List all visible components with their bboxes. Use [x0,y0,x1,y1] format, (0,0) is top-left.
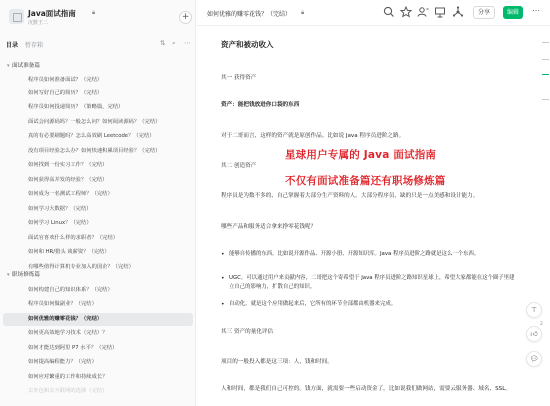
bullet-item: • 自动化，就是这个应用做起来后，它所有的环节全部都由机器来完成。 [229,300,519,309]
doc-heading: 资产和被动收入 [221,40,274,49]
paragraph: 哪些产品和服务适合拿来挣零花钱呢？ [221,224,317,230]
book-author[interactable]: 沉默王二 [28,20,49,26]
paragraph: 程序员是为数不多的、自己掌握着大部分生产资料的人。大部分程序员，缺的只是一点美感和设计能力。 [221,193,479,199]
section-title: 其二 创造资产 [221,163,257,169]
comment-button[interactable]: 💬︎ [526,351,542,367]
toc-item[interactable]: 程序员如何准备面试？（完结） [28,77,103,83]
outline-marker[interactable] [542,99,549,100]
toc-item[interactable]: 如何和 HR/猎头 谈薪资？（完结） [28,249,110,255]
toc-item[interactable]: 程序员如何做副业？（完结） [28,301,97,307]
user-share-icon[interactable] [416,5,430,19]
tab-staging-box[interactable]: 暂存箱 [25,42,44,49]
toc-item[interactable]: 如何成为一名测试工程师？（完结） [28,191,113,197]
outline-marker[interactable] [542,42,549,43]
lock-icon: 🔒︎ [92,9,96,16]
bullet-item: • UGC。可以通过用户来贡献内容，二哥把这个寄希望于 Java 程序员进阶之路知识星球上，希望大家都能在这个圈子里建立自己的影响力，扩散自己的知识。 [229,274,519,292]
toc-item[interactable]: 如何构建自己的知识体系？（完结） [28,287,113,293]
toc-item[interactable]: 如何找到一份实习工作？（完结） [28,162,108,168]
add-button[interactable]: + [179,11,192,24]
topbar [197,0,550,26]
tab-toc[interactable]: 目录 [6,42,19,49]
bold-paragraph: 资产：能把钱放进你口袋的东西 [221,102,300,108]
search-icon[interactable]: ⌕ [172,39,176,47]
toc-item[interactable]: 如何学习大数据？（完结） [28,206,92,212]
book-cover-icon[interactable] [9,9,24,24]
sidebar-tabs [0,38,196,52]
toc-item[interactable]: 如何应对繁重的工作和持续成长？ [28,374,108,380]
paragraph: 对于二哥而言，这样的资产就是原创作品。比如说 Java 程序员进阶之路。 [221,133,405,139]
toc-group[interactable]: ▾ 职场修炼篇 [3,269,193,282]
toc-item[interactable]: 如何才能达到阿里 P7 水平？（完结） [28,345,118,351]
present-icon[interactable] [433,5,447,19]
paragraph: 人和时间，都是我们自己可控的。钱方面，就需要一些启动资金了。比如说我们做网站，需要云服务器、域名、SSL。 [221,386,511,392]
toc-item[interactable]: 如何提高编程能力？（完结） [28,359,97,365]
more-icon[interactable]: ⋯ [532,6,540,15]
collapse-icon[interactable]: ⇅ [160,39,166,47]
toc-group[interactable]: ▾ 面试准备篇 [3,60,193,73]
toc-item[interactable]: 没有项目经验怎么办？如何快速积累项目经验？（完结） [28,148,161,154]
paragraph: 项目的一般投入都是这三项：人，钱和时间。 [221,359,333,365]
caret-down-icon: ▾ [7,63,10,69]
book-header [9,5,195,35]
toc-item[interactable]: 如何写好自己的简历？（完结） [28,90,103,96]
like-count: 2 [540,322,543,327]
like-button[interactable]: 👍︎ [526,326,542,342]
book-title[interactable]: Java面试指南 [28,9,76,18]
toc-item-active[interactable]: 如何优雅的赚零花钱？（完结） [3,313,193,326]
outline-rail [527,27,550,406]
search-icon[interactable] [382,5,396,19]
watermark-line-2: 不仅有面试准备篇还有职场修炼篇 [285,175,446,187]
toc-item[interactable]: 面试会问源码吗？一般怎么问？如何阅读源码？（完结） [28,119,161,125]
section-title: 其三 资产的量化评估 [221,329,274,335]
bullet-item: • 能够自传播的东西。比如说开源作品、开源小册、开源知识库。Java 程序员进阶之路就是这么一个东西。 [229,250,519,259]
toc-item[interactable]: 去外包和去互联网的选择（完结） [28,388,108,394]
toc-item[interactable]: 面试官喜欢什么样的求职者？（完结） [28,235,119,241]
toc-item[interactable]: 程序员如何投递简历？（策略篇，完结） [28,104,124,110]
graph-icon[interactable] [451,5,465,19]
outline-marker[interactable] [542,59,549,60]
sidebar [0,0,196,406]
doc-title: 如何优雅的赚零花钱？（完结） [207,11,292,18]
caret-down-icon: ▾ [7,272,10,278]
section-title: 其一 获得资产 [221,75,257,81]
more-icon[interactable]: ⋯ [184,39,191,47]
star-icon[interactable] [399,5,413,19]
toc-item[interactable]: 如何更高效地学习技术（完结）？ [28,330,108,336]
outline-marker-active[interactable] [542,74,549,75]
lock-icon: 🔒︎ [301,9,305,16]
share-button[interactable]: 分享 [473,6,495,19]
toc-item[interactable]: 如何学习 Linux？（完结） [28,220,92,226]
toc-item[interactable]: 真的有必要刷题吗？怎么高效刷 Leetcode？（完结） [28,133,155,139]
watermark-line-1: 星球用户专属的 Java 面试指南 [285,149,437,161]
edit-button[interactable]: 编辑 [503,6,523,19]
toc-item[interactable]: 有哪些值得计算机专业加入的国企？（完结） [28,264,134,270]
back-to-top-button[interactable]: ⊤ [526,302,542,318]
toc-item[interactable]: 如何获得高并发的经验？（完结） [28,177,108,183]
document-body [197,27,527,406]
